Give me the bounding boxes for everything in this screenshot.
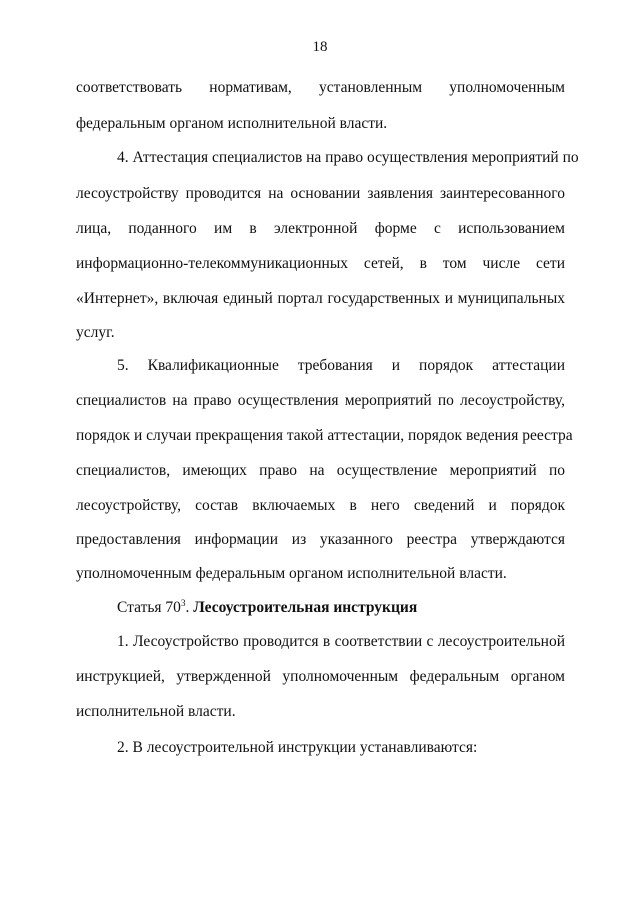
paragraph-1-start: 1. Лесоустройство проводится в соответствии с лесоустроительной [117,633,565,650]
text-line: специалистов на право осуществления мероприятий по лесоустройству, [76,392,565,409]
paragraph-5-start: 5. Квалификационные требования и порядок аттестации [117,357,565,374]
text-line: федеральным органом исполнительной власти. [76,115,388,132]
text-line: инструкцией, утвержденной уполномоченным федеральным органом [76,668,565,685]
article-heading [117,598,565,618]
text-line: предоставления информации из указанного реестра утверждаются [76,531,565,548]
text-line: лесоустройству, состав включаемых в него сведений и порядок [76,497,565,514]
text-line: «Интернет», включая единый портал государственных и муниципальных [76,290,565,307]
article-title: Лесоустроительная инструкция [193,599,418,616]
paragraph-4-start: 4. Аттестация специалистов на право осуществления мероприятий по [117,149,579,166]
text-line: специалистов, имеющих право на осуществление мероприятий по [76,462,565,479]
article-superscript: 3 [180,597,186,608]
text-line: лесоустройству проводится на основании заявления заинтересованного [76,185,565,202]
text-line: информационно-телекоммуникационных сетей, в том числе сети [76,255,565,272]
text-line: соответствовать нормативам, установленным уполномоченным [76,79,565,96]
paragraph-2-start: 2. В лесоустроительной инструкции устанавливаются: [117,739,478,756]
text-line: исполнительной власти. [76,703,236,720]
article-number: Статья 70 [117,599,181,616]
article-dot: . [185,599,190,616]
page-number: 18 [312,39,328,55]
text-line: уполномоченным федеральным органом исполнительной власти. [76,565,507,582]
text-line: услуг. [76,324,115,341]
text-line: лица, поданного им в электронной форме с использованием [76,220,565,237]
text-line: порядок и случаи прекращения такой аттестации, порядок ведения реестра [76,427,573,444]
